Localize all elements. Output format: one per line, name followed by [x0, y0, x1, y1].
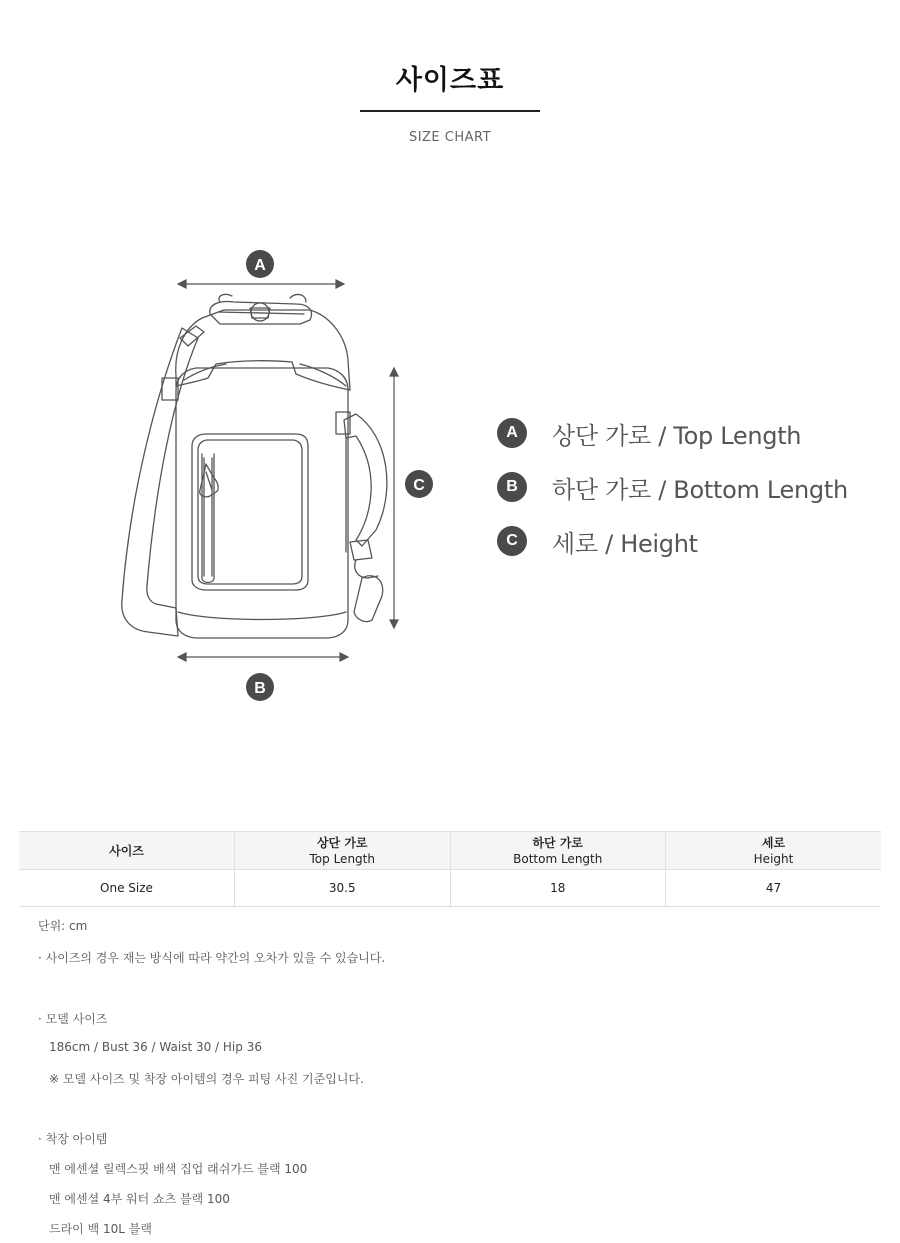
header-top-length: 상단 가로 Top Length: [235, 832, 451, 870]
size-table: [19, 831, 881, 907]
marker-c-label: C: [413, 477, 425, 494]
legend-badge-b: B: [497, 472, 527, 502]
measurement-disclaimer: · 사이즈의 경우 재는 방식에 따라 약간의 오차가 있을 수 있습니다.: [38, 951, 386, 965]
legend-label: 하단 가로 / Bottom Length: [552, 475, 848, 504]
legend-item-height: [497, 514, 848, 568]
roll-top: [176, 310, 350, 390]
marker-b-icon: [246, 673, 274, 701]
list-item: 맨 에센셜 4부 워터 쇼츠 블랙 100: [49, 1192, 230, 1206]
marker-c-icon: [405, 470, 433, 498]
header-size: 사이즈: [19, 832, 235, 870]
marker-a-icon: [246, 250, 274, 278]
shoulder-strap: [122, 328, 198, 636]
side-strap-end: [354, 576, 383, 622]
legend-badge-a: A: [497, 418, 527, 448]
front-pocket: [192, 434, 308, 590]
list-item: 드라이 백 10L 블랙: [49, 1222, 152, 1236]
list-item: 맨 에센셜 릴렉스핏 배색 집업 래쉬가드 블랙 100: [49, 1162, 308, 1176]
model-size-value: 186cm / Bust 36 / Waist 30 / Hip 36: [49, 1040, 262, 1054]
dry-bag-diagram: [100, 240, 460, 710]
model-size-note: ※ 모델 사이즈 및 착장 아이템의 경우 피팅 사진 기준입니다.: [49, 1072, 364, 1086]
marker-b-label: B: [254, 680, 266, 697]
cell-size: One Size: [19, 870, 235, 907]
header-bottom-length: 하단 가로 Bottom Length: [450, 832, 666, 870]
legend-label: 상단 가로 / Top Length: [552, 421, 802, 450]
legend-item-top-length: [497, 406, 848, 460]
cell-bottom-length: 18: [450, 870, 666, 907]
table-header-row: [19, 832, 881, 870]
marker-a-label: A: [254, 257, 266, 274]
cell-height: 47: [666, 870, 882, 907]
model-size-heading: · 모델 사이즈: [38, 1012, 108, 1026]
header-height: 세로 Height: [666, 832, 882, 870]
cell-top-length: 30.5: [235, 870, 451, 907]
legend-item-bottom-length: [497, 460, 848, 514]
legend-badge-c: C: [497, 526, 527, 556]
legend-label: 세로 / Height: [552, 529, 698, 558]
page-title: 사이즈표: [395, 65, 505, 96]
unit-note: 단위: cm: [38, 919, 88, 933]
dimension-legend: [497, 406, 848, 568]
worn-items-heading: · 착장 아이템: [38, 1132, 108, 1146]
title-divider: [360, 110, 540, 112]
table-row: [19, 870, 881, 907]
page-subtitle: SIZE CHART: [408, 130, 492, 145]
